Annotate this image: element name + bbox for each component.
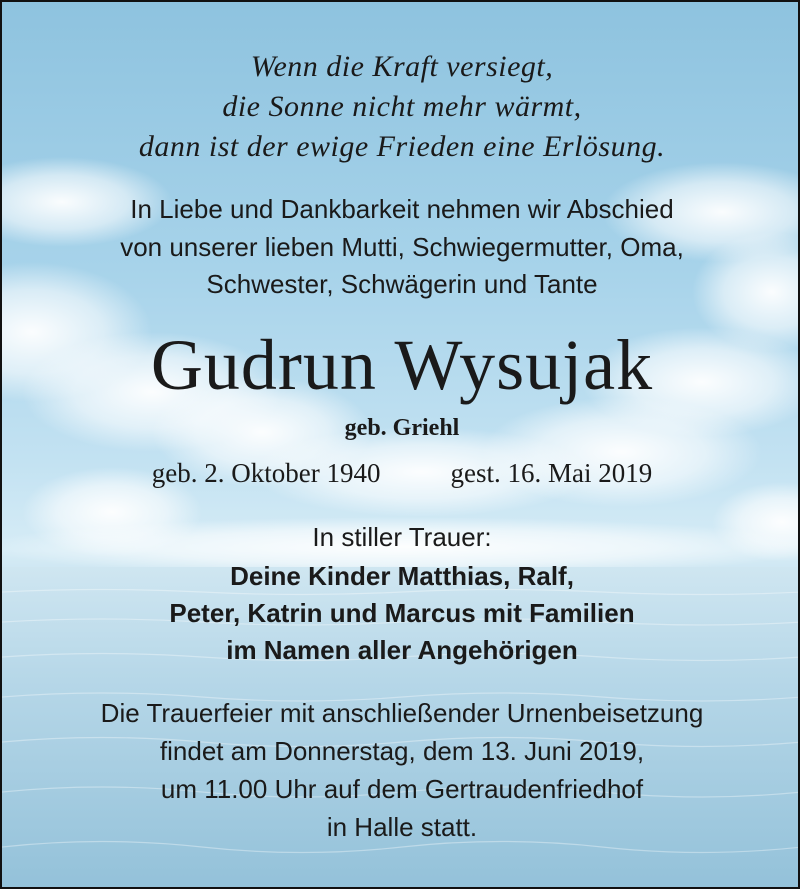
funeral-line-1: Die Trauerfeier mit anschließender Urnenbeisetzung bbox=[100, 698, 704, 728]
mourners-line-1: Deine Kinder Matthias, Ralf, bbox=[230, 561, 574, 591]
life-dates bbox=[2, 458, 800, 489]
intro-line-3: Schwester, Schwägerin und Tante bbox=[206, 269, 598, 299]
funeral-line-4: in Halle statt. bbox=[326, 812, 478, 842]
motto-line-2: die Sonne nicht mehr wärmt, bbox=[222, 90, 582, 123]
intro-line-2: von unserer lieben Mutti, Schwiegermutter, Oma, bbox=[120, 232, 684, 262]
mourners-heading: In stiller Trauer: bbox=[312, 522, 492, 552]
funeral-line-3: um 11.00 Uhr auf dem Gertraudenfriedhof bbox=[160, 774, 644, 804]
motto-line-3: dann ist der ewige Frieden eine Erlösung. bbox=[138, 130, 666, 163]
motto-line-1: Wenn die Kraft versiegt, bbox=[250, 50, 554, 83]
birth-date: geb. 2. Oktober 1940 bbox=[151, 458, 381, 488]
funeral-line-2: findet am Donnerstag, dem 13. Juni 2019, bbox=[159, 736, 645, 766]
death-date: gest. 16. Mai 2019 bbox=[450, 458, 653, 488]
mourners-line-3: im Namen aller Angehörigen bbox=[226, 635, 578, 665]
mourners-line-2: Peter, Katrin und Marcus mit Familien bbox=[169, 598, 635, 628]
deceased-name: Gudrun Wysujak bbox=[150, 325, 654, 405]
intro-line-1: In Liebe und Dankbarkeit nehmen wir Abschied bbox=[130, 194, 674, 224]
maiden-name: geb. Griehl bbox=[344, 415, 460, 441]
